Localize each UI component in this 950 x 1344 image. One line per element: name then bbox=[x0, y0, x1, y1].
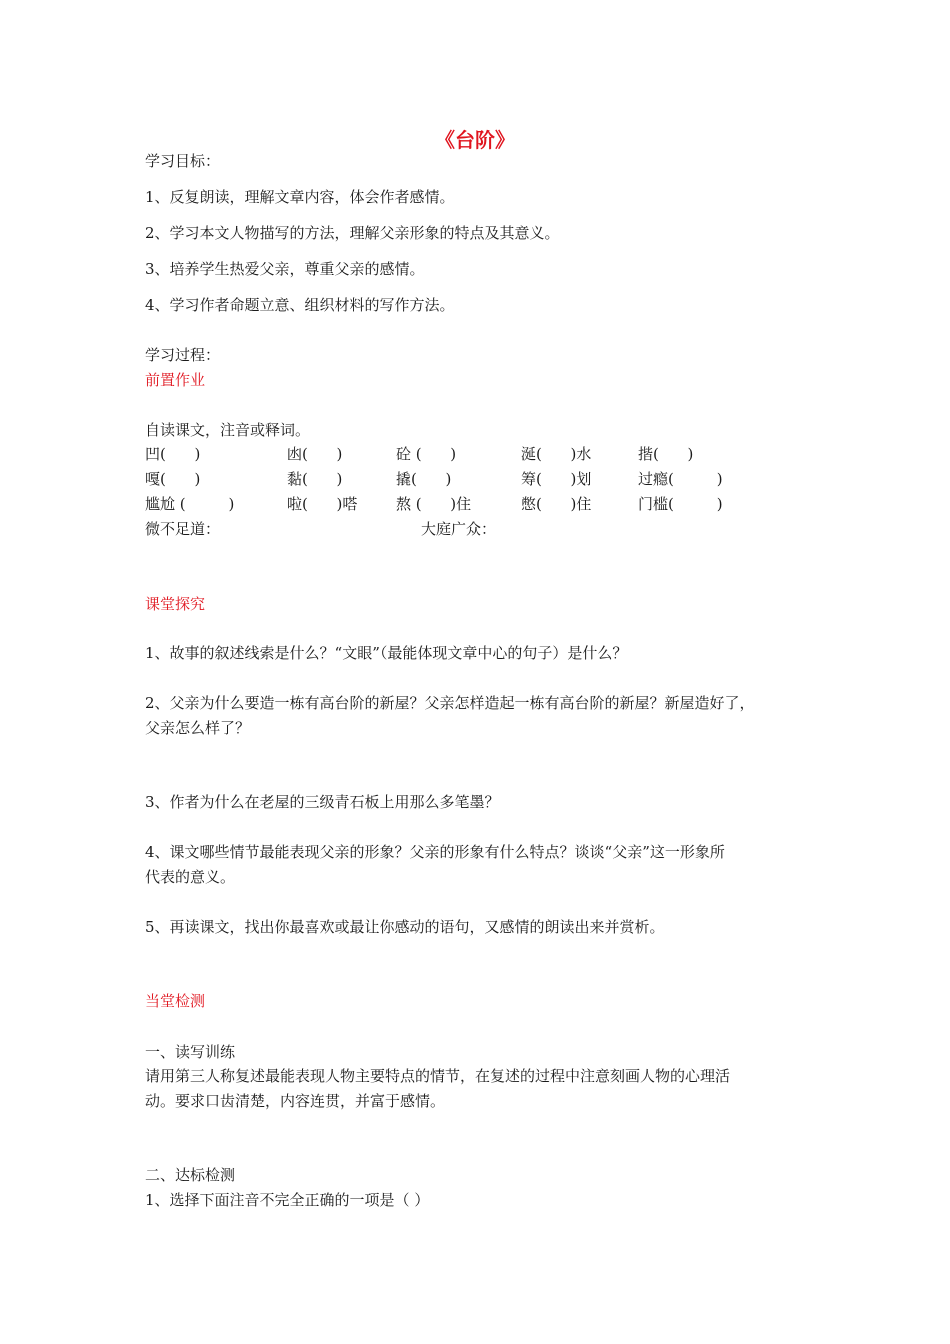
vocab-item: 筹( )划 bbox=[521, 470, 592, 488]
question-line: 4、课文哪些情节最能表现父亲的形象？父亲的形象有什么特点？谈谈“父亲”这一形象所 bbox=[145, 843, 725, 861]
question-line: 2、父亲为什么要造一栋有高台阶的新屋？父亲怎样造起一栋有高台阶的新屋？新屋造好了， bbox=[145, 694, 755, 712]
vocab-item: 凹( ) bbox=[145, 445, 201, 463]
vocab-item: 嘎( ) bbox=[145, 470, 201, 488]
vocab-item: 尴尬 ( ) bbox=[145, 495, 235, 513]
part1-text: 请用第三人称复述最能表现人物主要特点的情节，在复述的过程中注意刻画人物的心理活 bbox=[145, 1067, 731, 1085]
vocab-item: 憋( )住 bbox=[521, 495, 592, 513]
vocab-item: 过瘾( ) bbox=[638, 470, 723, 488]
question-line: 1、故事的叙述线索是什么？“文眼”（最能体现文章中心的句子）是什么？ bbox=[145, 644, 628, 662]
vocab-item: 砼 ( ) bbox=[396, 445, 457, 463]
vocab-instruction: 自读课文，注音或释词。 bbox=[145, 421, 311, 439]
page-title: 《台阶》 bbox=[435, 128, 515, 152]
question-line: 父亲怎么样了？ bbox=[145, 719, 251, 737]
part1-heading: 一、读写训练 bbox=[145, 1043, 236, 1061]
vocab-item: 撬( ) bbox=[396, 470, 452, 488]
phrase-item: 微不足道： bbox=[145, 520, 221, 538]
test-heading: 当堂检测 bbox=[145, 992, 206, 1010]
vocab-item: 门槛( ) bbox=[638, 495, 723, 513]
preview-heading: 前置作业 bbox=[145, 371, 206, 389]
vocab-item: 涎( )水 bbox=[521, 445, 592, 463]
inquiry-heading: 课堂探究 bbox=[145, 595, 206, 613]
question-line: 代表的意义。 bbox=[145, 868, 236, 886]
vocab-item: 凼( ) bbox=[287, 445, 343, 463]
question-line: 3、作者为什么在老屋的三级青石板上用那么多笔墨？ bbox=[145, 793, 500, 811]
vocab-item: 熬 ( )住 bbox=[396, 495, 472, 513]
goals-heading: 学习目标： bbox=[145, 152, 221, 170]
vocab-item: 黏( ) bbox=[287, 470, 343, 488]
goal-item: 2、学习本文人物描写的方法，理解父亲形象的特点及其意义。 bbox=[145, 224, 560, 242]
goal-item: 4、学习作者命题立意、组织材料的写作方法。 bbox=[145, 296, 455, 314]
question-line: 5、再读课文，找出你最喜欢或最让你感动的语句，又感情的朗读出来并赏析。 bbox=[145, 918, 665, 936]
part2-question: 1、选择下面注音不完全正确的一项是（ ） bbox=[145, 1191, 430, 1209]
goal-item: 3、培养学生热爱父亲，尊重父亲的感情。 bbox=[145, 260, 425, 278]
phrase-item: 大庭广众： bbox=[421, 520, 497, 538]
part1-text: 动。要求口齿清楚，内容连贯，并富于感情。 bbox=[145, 1092, 446, 1110]
process-heading: 学习过程： bbox=[145, 346, 221, 364]
vocab-item: 啦( )嗒 bbox=[287, 495, 358, 513]
goal-item: 1、反复朗读，理解文章内容，体会作者感情。 bbox=[145, 188, 455, 206]
vocab-item: 揩( ) bbox=[638, 445, 694, 463]
part2-heading: 二、达标检测 bbox=[145, 1166, 236, 1184]
